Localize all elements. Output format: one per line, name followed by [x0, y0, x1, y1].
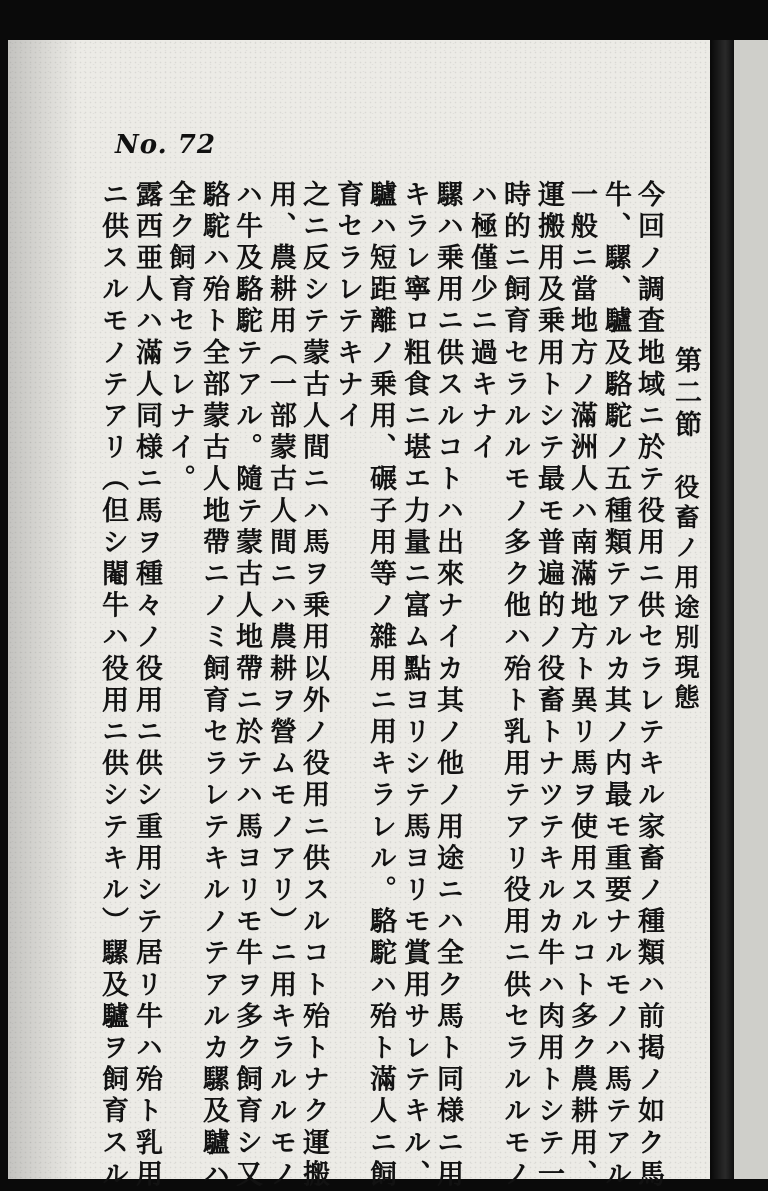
- text-column: 牛、騾、驢及駱駝ノ五種類テアルカ其ノ内最モ重要ナルモノハ馬テアル: [600, 180, 631, 1191]
- text-column: 今回ノ調査地域ニ於テ役用ニ供セラレテキル家畜ノ種類ハ前掲ノ如ク馬: [633, 180, 664, 1191]
- text-column: 駱駝ハ殆ト全部蒙古人地帶ニノミ飼育セラレテキルノテアルカ騾及驢ハ: [198, 180, 229, 1191]
- text-column: 全ク飼育セラレナイ。: [164, 180, 195, 496]
- text-column: 露西亜人ハ滿人同様ニ馬ヲ種々ノ役用ニ供シ重用シテ居リ牛ハ殆ト乳用: [131, 180, 162, 1191]
- text-column: ハ牛及駱駝テアル。隨テ蒙古人地帶ニ於テハ馬ヨリモ牛ヲ多ク飼育シ又: [231, 180, 262, 1191]
- section-title: 役畜ノ用途別現態: [671, 474, 700, 714]
- section-heading: [671, 346, 699, 714]
- text-column: 運搬用及乗用トシテ最モ普遍的ノ役畜トナツテキルカ牛ハ肉用トシテ一: [533, 180, 564, 1191]
- text-column: 育セラレテキナイ: [332, 180, 363, 433]
- section-number: 第二節: [670, 346, 701, 442]
- page-number: No. 72: [115, 130, 216, 160]
- text-column: 之ニ反シテ蒙古人間ニハ馬ヲ乗用以外ノ役用ニ供スルコト殆トナク運搬: [298, 180, 329, 1191]
- heading-gap: [670, 442, 701, 474]
- text-column: ハ極僅少ニ過キナイ: [466, 180, 497, 465]
- text-column: 一般ニ當地方ノ滿洲人ハ南滿地方ト異リ馬ヲ使用スルコト多ク農耕用、: [566, 180, 597, 1191]
- book-spine: [712, 40, 734, 1179]
- text-column: 用、農耕用（一部蒙古人間ニハ農耕ヲ營ムモノアリ）ニ用キラルルモノ: [265, 180, 296, 1191]
- text-column: 驢ハ短距離ノ乗用、碾子用等ノ雜用ニ用キラレル。駱駝ハ殆ト滿人ニ飼: [365, 180, 396, 1191]
- text-column: 騾ハ乗用ニ供スルコトハ出來ナイカ其ノ他ノ用途ニハ全ク馬ト同様ニ用: [432, 180, 463, 1191]
- text-column: キラレ寧ロ粗食ニ堪エ力量ニ富ム點ヨリシテ馬ヨリモ賞用サレテキル、: [399, 180, 430, 1191]
- text-column: 時的ニ飼育セラルルモノ多ク他ハ殆ト乳用テアリ役用ニ供セラルルモノ: [499, 180, 530, 1191]
- text-column: ニ供スルモノテアリ（但シ閹牛ハ役用ニ供シテキル）騾及驢ヲ飼育スル: [97, 180, 128, 1191]
- page-edge: [734, 40, 768, 1179]
